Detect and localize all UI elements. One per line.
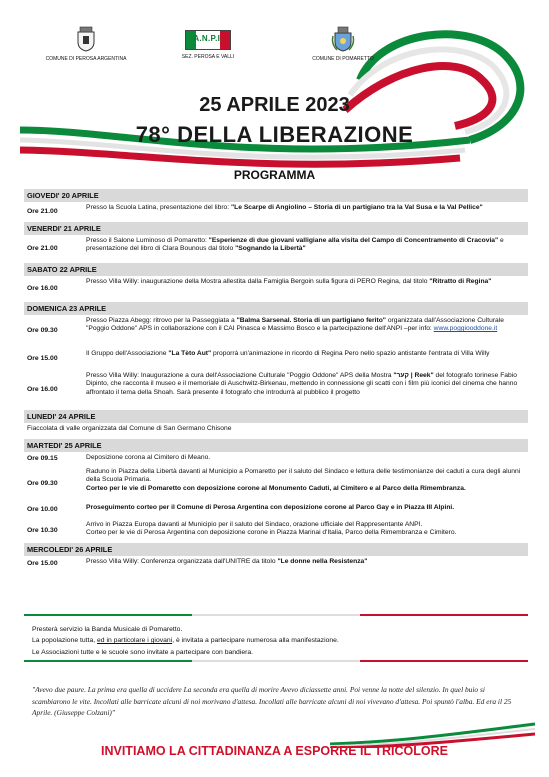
event-time: Ore 15.00 [27,354,58,362]
flag-divider [24,614,528,616]
day-header: VENERDI' 21 APRILE [24,222,528,235]
anpi-flag-icon [185,30,231,50]
note-line: Presterà servizio la Banda Musicale di Pomaretto. [32,626,183,633]
event-row [24,348,528,370]
event-row [24,276,528,302]
event-description: Presso il Salone Luminoso di Pomaretto: "Esperienze di due giovani valligiane alla visita del Campo di Concentramento di Cracovia" e presentazione del libro di Clara Bounous dal titolo "Sognando la Libertà" [86,237,504,253]
event-description: Presso Villa Willy: Inaugurazione a cura dell'Associazione Culturale "Poggio Oddone" APS della Mostra "קער | Reek" del fotografo torinese Fabio Dipinto, che racconta il museo e il memoriale di Auschwitz-Birkenau, mettendo in connessione gli scatti con i film più iconici del cinema che hanno affrontato il tema della Shoah. Sarà presente il fotografo che introdurrà al pubblico il progetto [86,372,518,396]
event-description: Il Gruppo dell'Associazione "La Tèto Aut" proporrà un'animazione in ricordo di Regina Pero nello spazio antistante l'entrata di Villa Willy [86,350,490,357]
event-time: Ore 09.15 [27,454,58,462]
flag-divider [24,660,528,662]
day-header: MERCOLEDI' 26 APRILE [24,543,528,556]
crest-pomaretto [305,26,381,62]
day-header: GIOVEDI' 20 APRILE [24,189,528,202]
crest-label: COMUNE DI PEROSA ARGENTINA [45,56,127,62]
event-description: Presso Piazza Abegg: ritrovo per la Passeggiata a "Balma Sarsenal. Storia di un partigiano ferito" organizzata dall'Associazione Culturale "Poggio Oddone" APS in collaborazione con il CAI Pinasca e Massimo Bosco e la partecipazione dell'ANPI –per info: www.poggiooddone.it [86,317,504,333]
crest-label: SEZ. PEROSA E VALLI [181,54,235,60]
event-row [24,556,528,572]
event-subtitle: 78° DELLA LIBERAZIONE [135,122,414,147]
coat-of-arms-icon [331,26,355,52]
event-time: Ore 09.30 [27,479,58,487]
event-row [24,452,528,466]
event-time: Ore 09.30 [27,327,58,335]
day-header: SABATO 22 APRILE [24,263,528,276]
note-line: La popolazione tutta, ed in particolare i giovani, è invitata a partecipare numerosa alla manifestazione. [32,637,339,645]
event-time: Ore 16.00 [27,385,58,393]
event-time: Ore 21.00 [27,244,58,252]
event-time: Ore 10.30 [27,526,58,534]
event-time: Ore 15.00 [27,559,58,567]
event-description: Deposizione corona al Cimitero di Meano. [86,454,211,461]
program-table [24,189,528,572]
event-description: Raduno in Piazza della Libertà davanti al Municipio a Pomaretto per il saluto del Sindaco e lettura delle testimonianze dei caduti a cura degli alunni della Scuola Primaria. Corteo per le vie di Pomaretto con deposizione corone al Monumento Caduti, al Cimitero e al Parco della Rimembranza. [86,468,521,492]
event-row [24,235,528,263]
event-time: Ore 10.00 [27,506,58,514]
crest-label: COMUNE DI POMARETTO [312,56,374,62]
event-row [24,466,528,502]
section-title: PROGRAMMA [233,168,316,182]
event-description: Presso la Scuola Latina, presentazione del libro: "Le Scarpe di Angiolino – Storia di un partigiano tra la Val Susa e la Val Pellice" [86,204,483,211]
call-to-action-text: INVITIAMO LA CITTADINANZA A ESPORRE IL TRICOLORE [101,744,448,758]
day-header: LUNEDI' 24 APRILE [24,410,528,423]
anpi-logo-text: A.N.P.I. [193,34,223,43]
notes-section [24,614,528,668]
crest-perosa-argentina [44,26,128,62]
event-row [24,202,528,222]
event-time: Ore 21.00 [27,207,58,215]
event-row [24,370,528,410]
coat-of-arms-icon [76,26,96,52]
day-header: MARTEDI' 25 APRILE [24,439,528,452]
quote-text: "Avevo due paure. La prima era quella di uccidere La seconda era quella di morire Avevo diciassette anni. Poi venne la notte del silenzio. In quel buio si scambiarono le vite. Incollati alle barricate alcuni di noi morivano d'attesa. Incollati alle barricate alcuni di noi vivevano d'attesa. Poi spuntò l'alba. Ed era il 25 Aprile. (Giuseppe Colzani)" [32,685,512,718]
event-description: Fiaccolata di valle organizzata dal Comune di San Germano Chisone [27,425,232,432]
event-row [24,519,528,543]
note-line: Le Associazioni tutte e le scuole sono invitate a partecipare con bandiera. [32,648,254,656]
day-header: DOMENICA 23 APRILE [24,302,528,315]
event-description: Arrivo in Piazza Europa davanti al Municipio per il saluto del Sindaco, orazione ufficiale del Rappresentante ANPI. Corteo per le vie di Perosa Argentina con deposizione corone in Piazza Marinai d'Italia, Parco della Rimembranza e Cimitero. [86,521,457,537]
event-description: Presso Villa Willy: inaugurazione della Mostra allestita dalla Famiglia Bergoin sulla figura di PERO Regina, dal titolo "Ritratto di Regina" [86,278,492,285]
event-row [24,423,528,439]
event-row [24,315,528,348]
event-row [24,502,528,519]
event-description: Proseguimento corteo per il Comune di Perosa Argentina con deposizione corone al Parco Gay e in Piazza III Alpini. [86,504,455,511]
event-description: Presso Villa Willy: Conferenza organizzata dall'UNITRE da titolo "Le donne nella Resistenza" [86,558,368,565]
event-date-title: 25 APRILE 2023 [199,94,350,116]
website-link[interactable]: www.poggiooddone.it [433,325,498,333]
event-time: Ore 16.00 [27,284,58,292]
anpi-logo [178,30,238,60]
